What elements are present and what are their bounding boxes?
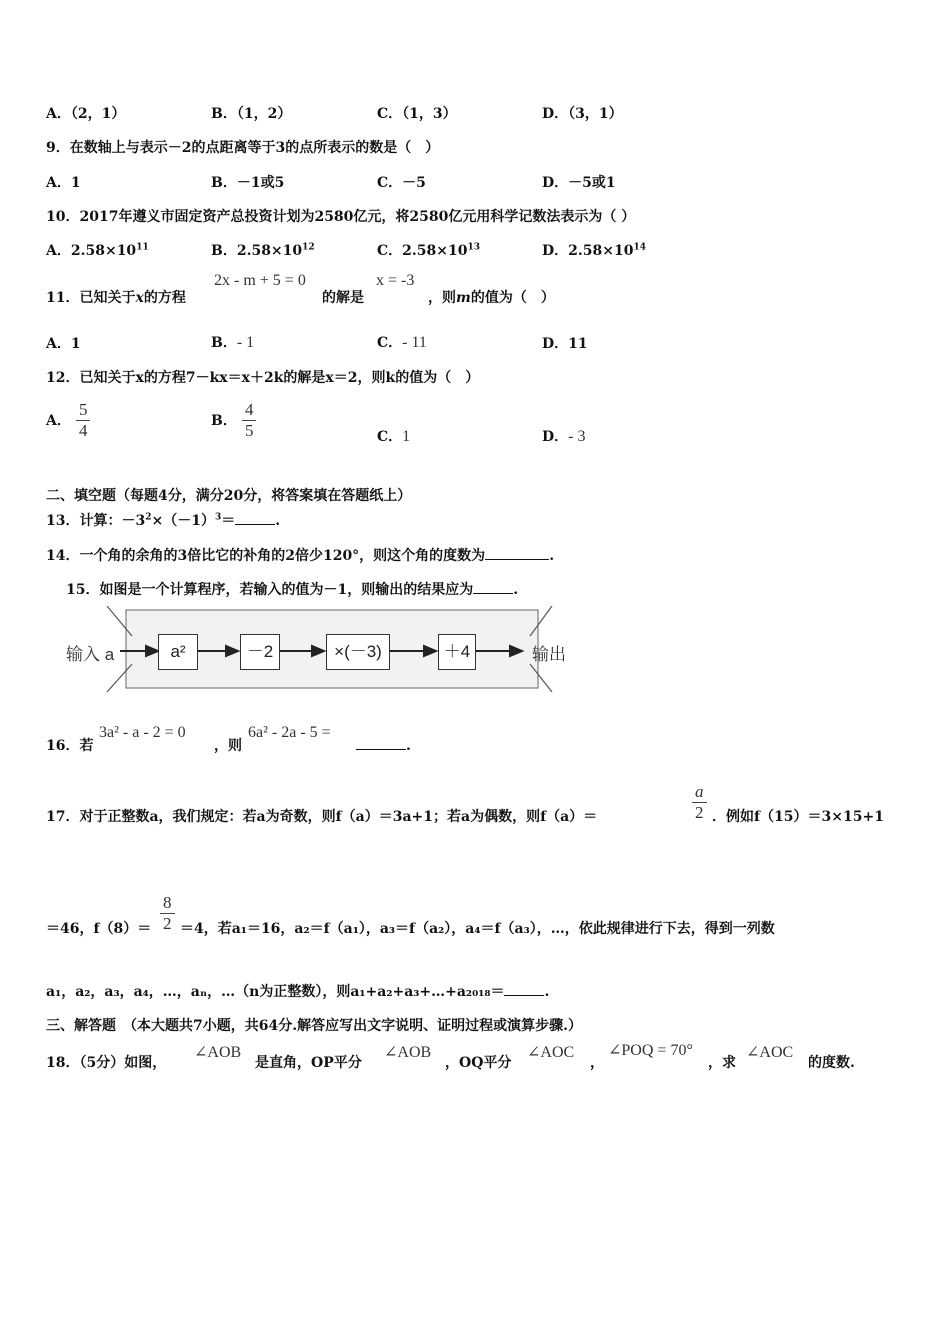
q11-option-a: A．1 [46, 336, 81, 352]
q8-option-c: C．（1，3） [377, 106, 457, 122]
q12-option-c: C．1 [377, 428, 411, 445]
q16-blank-line: . [356, 735, 411, 754]
q12-stem: 12．已知关于x的方程7－kx＝x＋2k的解是x＝2，则k的值为（ ） [46, 370, 480, 386]
q9-option-c: C．－5 [377, 175, 426, 191]
q10-option-d: D．$2.58\times 10^{14}$ [542, 242, 646, 259]
q11-option-b: B．- 1 [211, 334, 255, 351]
q17-answer-blank[interactable] [504, 981, 544, 996]
q10-option-b: B．$2.58\times 10^{12}$ [211, 242, 315, 259]
q17-line1-post: ．例如f（15）＝3×15+1 [712, 809, 884, 825]
q11-mid: 的解是 [322, 290, 364, 306]
section3-title: 三、解答题 （本大题共7小题，共64分.解答应写出文字说明、证明过程或演算步骤.） [46, 1018, 582, 1034]
q18-prefix: 18．（5分）如图， [46, 1055, 167, 1071]
q8-option-b: B．（1，2） [211, 106, 292, 122]
q11-option-c: C．- 11 [377, 334, 427, 351]
q10-stem: 10．2017年遵义市固定资产总投资计划为2580亿元，将2580亿元用科学记数法表示为（ ） [46, 209, 636, 225]
q9-stem: 9．在数轴上与表示－2的点距离等于3的点所表示的数是（ ） [46, 140, 440, 156]
q14-answer-blank[interactable] [485, 545, 549, 560]
q18-angle-aob: ∠AOB [194, 1044, 242, 1061]
q11-solution: x = -3 [376, 272, 415, 289]
q12-option-b: B． $\frac{4}{5}$ [211, 400, 256, 440]
section2-title: 二、填空题（每题4分，满分20分，将答案填在答题纸上） [46, 488, 412, 504]
fraction-4-5: $\frac{4}{5}$ [242, 400, 257, 440]
q15-answer-blank[interactable] [473, 579, 513, 594]
q18-text1: 是直角，OP平分 [255, 1055, 362, 1071]
q11-equation: 2x - m + 5 = 0 [214, 272, 306, 289]
q16-answer-blank[interactable] [356, 735, 406, 750]
fraction-5-4: $\frac{5}{4}$ [76, 400, 91, 440]
q18-text2: ，OQ平分 [445, 1055, 512, 1071]
q17-fraction-8-over-2: $\frac{8}{2}$ [160, 893, 175, 933]
flowchart-square-box: a² [158, 634, 198, 670]
flowchart-frame [62, 606, 570, 692]
q14: 14．一个角的余角的3倍比它的补角的2倍少120°，则这个角的度数为 . [46, 545, 554, 565]
q10-option-c: C．$2.58\times 10^{13}$ [377, 242, 480, 259]
q18-text3: ， [590, 1055, 604, 1071]
q8-option-a: A．（2，1） [46, 106, 126, 122]
q9-option-b: B．－1或5 [211, 175, 285, 191]
flowchart-output-label: 输出 [532, 645, 566, 664]
q17-line2-post: ＝4，若a₁＝16，a₂＝f（a₁），a₃＝f（a₂），a₄＝f（a₃），…，依此规律进行下去，得到一列数 [180, 921, 775, 937]
flowchart-plus4-box: ＋4 [438, 634, 476, 670]
q9-option-a: A．1 [46, 175, 81, 191]
q17-fraction-a-over-2: $\frac{a}{2}$ [692, 782, 707, 822]
q12-option-a: A． $\frac{5}{4}$ [46, 400, 90, 440]
q11-suffix: ，则m的值为（ ） [428, 290, 555, 306]
q8-option-d: D．（3，1） [542, 106, 623, 122]
q18-text4: ，求 [708, 1055, 736, 1071]
q11-option-d: D．11 [542, 336, 588, 352]
q18-angle-poq: ∠POQ = 70° [608, 1042, 693, 1059]
q9-option-d: D．－5或1 [542, 175, 616, 191]
q18-angle-aoc-2: ∠AOC [746, 1044, 794, 1061]
q17-line3: a₁，a₂，a₃，a₄，…，aₙ，…（n为正整数），则a₁+a₂+a₃+…+a₂₀₁₈＝ . [46, 981, 549, 1001]
q16-expression: 6a² - 2a - 5 = [248, 724, 331, 741]
q15: 15．如图是一个计算程序，若输入的值为－1，则输出的结果应为 . [66, 579, 518, 599]
flowchart-minus2-box: －2 [240, 634, 280, 670]
q17-line2-pre: ＝46，f（8）＝ [46, 921, 152, 937]
q12-option-d: D．- 3 [542, 428, 586, 445]
q13-answer-blank[interactable] [235, 510, 275, 525]
q16-mid: ，则 [214, 738, 242, 754]
q18-text5: 的度数. [808, 1055, 855, 1071]
calc-flowchart [62, 606, 570, 692]
q16-prefix: 16．若 [46, 738, 94, 754]
q11-prefix: 11．已知关于x的方程 [46, 290, 186, 306]
flowchart-times-neg3-box: ×(－3) [326, 634, 390, 670]
q10-option-a: A．$2.58\times 10^{11}$ [46, 242, 149, 259]
q13: 13．计算：$-3^2\times(-1)^3=$ . [46, 510, 280, 530]
flowchart-input-label: 输入 a [66, 645, 115, 664]
q17-line1-pre: 17．对于正整数a，我们规定：若a为奇数，则f（a）＝3a+1；若a为偶数，则f（a）＝ [46, 809, 598, 825]
q18-angle-aob-2: ∠AOB [384, 1044, 432, 1061]
q16-equation: 3a² - a - 2 = 0 [99, 724, 186, 741]
q18-angle-aoc: ∠AOC [527, 1044, 575, 1061]
